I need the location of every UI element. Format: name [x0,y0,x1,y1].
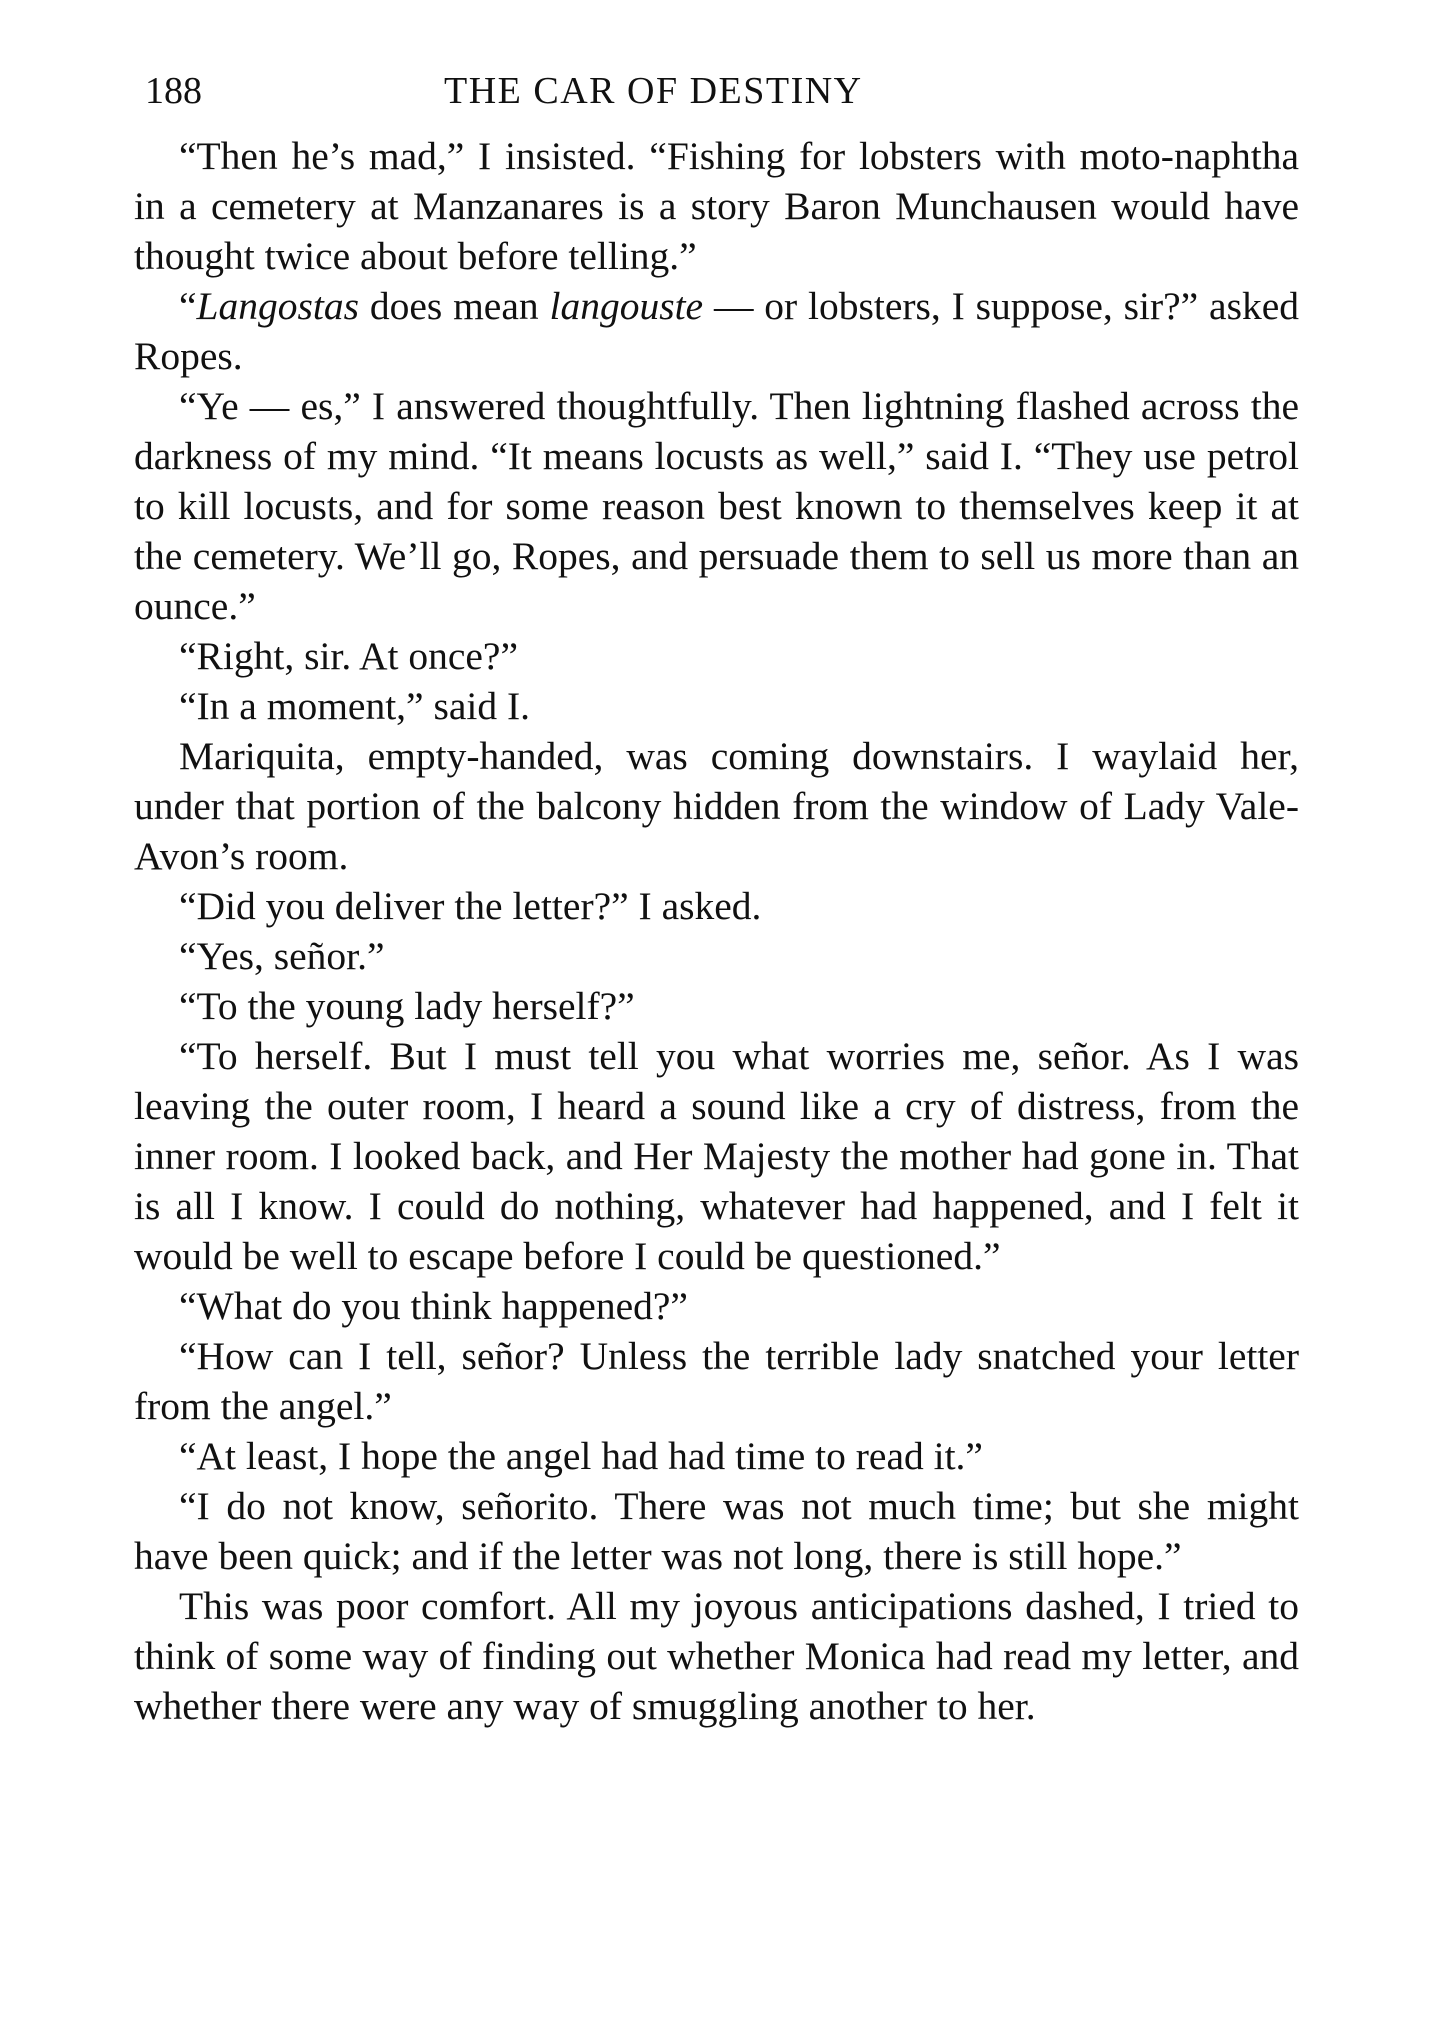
italic-word: langouste [549,284,704,328]
paragraph: Mariquita, empty-handed, was coming downstairs. I waylaid her, under that portion of the balcony hidden from the window of Lady Vale-Avon’s room. [134,734,1299,878]
paragraph: “Right, sir. At once?” [179,634,518,678]
paragraph: This was poor comfort. All my joyous anticipations dashed, I tried to think of some way of finding out whether Monica had read my letter, and whether there were any way of smuggling another to her. [134,1584,1299,1728]
paragraph: “To herself. But I must tell you what worries me, señor. As I was leaving the outer room, I heard a sound like a cry of distress, from the inner room. I looked back, and Her Majesty the mother had gone in. That is all I know. I could do nothing, whatever had happened, and I felt it would be well to escape before I could be questioned.” [134,1034,1299,1278]
body-text [134,131,1299,1731]
paragraph: “In a moment,” said I. [179,684,530,728]
italic-word: Langostas [196,284,359,328]
paragraph: “Yes, señor.” [179,934,385,978]
paragraph: “I do not know, señorito. There was not much time; but she might have been quick; and if the letter was not long, there is still hope.” [134,1484,1299,1578]
paragraph: “Ye — es,” I answered thoughtfully. Then lightning flashed across the darkness of my mind. “It means locusts as well,” said I. “They use petrol to kill locusts, and for some reason best known to themselves keep it at the cemetery. We’ll go, Ropes, and persuade them to sell us more than an ounce.” [134,384,1299,628]
page-number: 188 [145,70,202,112]
running-title: THE CAR OF DESTINY [444,70,863,112]
paragraph: “Did you deliver the letter?” I asked. [179,884,762,928]
paragraph: “How can I tell, señor? Unless the terrible lady snatched your letter from the angel.” [134,1334,1299,1428]
paragraph: “What do you think happened?” [179,1284,688,1328]
paragraph: “To the young lady herself?” [179,984,635,1028]
paragraph: “Then he’s mad,” I insisted. “Fishing for lobsters with moto-naphtha in a cemetery at Manzanares is a story Baron Munchausen would have thought twice about before telling.” [134,134,1299,278]
page-header [134,66,1299,116]
paragraph: “Langostas does mean langouste — or lobsters, I suppose, sir?” asked Ropes. [134,284,1299,378]
paragraph: “At least, I hope the angel had had time to read it.” [179,1434,983,1478]
